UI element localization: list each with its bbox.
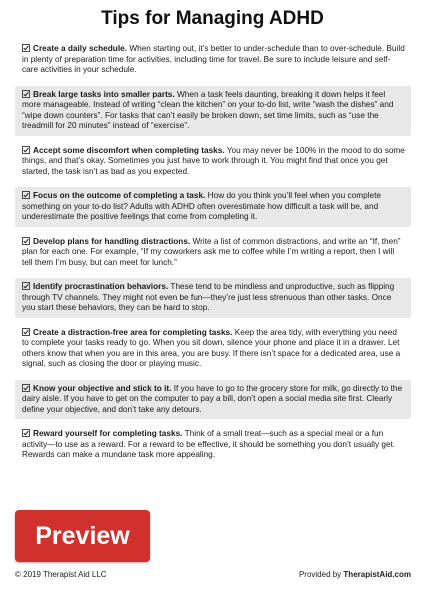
checkbox-icon [22,146,30,154]
tip-lead: Develop plans for handling distractions. [33,236,191,246]
tip-item [15,187,411,227]
copyright: © 2019 Therapist Aid LLC [15,570,107,579]
brand-link[interactable]: TherapistAid.com [343,570,411,579]
checkbox-icon [22,44,30,52]
tip-lead: Create a daily schedule. [33,44,128,53]
tip-item [15,233,411,273]
tip-body: Think of a small treat—such as a special meal or a fun activity—to use as a reward. For a reward to be effective, it should be something you don’t usually get. Rewards can make a mundane task more appealing. [22,429,396,459]
tip-body: If you have to go to the grocery store for milk, go directly to the dairy aisle. If you have to get on the computer to pay a bill, don’t open a social media site first. Clearly define your objective, and don’t take any detours. [22,383,403,414]
tip-item [15,86,411,136]
checkbox-icon [22,384,30,392]
tip-lead: Reward yourself for completing tasks. [33,429,183,438]
tip-item [15,380,411,420]
tip-body: You may never be 100% in the mood to do some things, and that’s okay. Sometimes you just have to work through it. You might find that once you get started, the task isn’t as bad as you expected. [22,145,405,176]
tip-body: These tend to be mindless and unproductive, such as flipping through TV channels. They might not even be fun—they’re just less strenuous than other tasks. Once you start these behaviors, they can be hard to stop. [22,282,395,312]
tip-body: When starting out, it’s better to under-schedule than to over-schedule. Build in plenty of preparation time for activities, including time for travel. Be sure to include leisure and self-care activities in your schedule. [22,44,405,74]
checkbox-icon [22,328,30,336]
footer [15,570,411,579]
provided-by [299,570,411,579]
tip-item [15,142,411,182]
checkbox-icon [22,282,30,290]
checkbox-icon [22,90,30,98]
preview-badge[interactable]: Preview [15,510,150,562]
tip-body: Write a list of common distractions, and write an “If, then” plan for each one. For example, “If my coworkers ask me to coffee while I’m writing a report, then I will tell them I’m busy, but can meet for lunch.” [22,236,401,267]
checkbox-icon [22,237,30,245]
tip-body: When a task feels daunting, breaking it down helps it feel more manageable. Instead of writing “clean the kitchen” on your to-do list, write “wash the dishes” and “wipe down counters”. For tasks that can’t easily be broken down, set time limits, such as “use the treadmill for 20 minutes” instead of “exercise”. [22,89,394,130]
tip-body: How do you think you’ll feel when you complete something on your to-do list? Adults with ADHD often overestimate how difficult a task will be, and underestimate the positive feelings that come from completing it. [22,191,382,221]
tip-lead: Know your objective and stick to it. [33,383,172,393]
tip-lead: Break large tasks into smaller parts. [33,89,175,99]
tip-body: Keep the area tidy, with everything you need to complete your tasks ready to go. When you sit down, silence your phone and place it in a drawer. Let others know that when you are in this area, you are busy. If there isn’t space for a dedicated area, use a signal, such as closing the door or playing music. [22,327,401,368]
tip-lead: Identify procrastination behaviors. [33,282,169,291]
checkbox-icon [22,191,30,199]
tip-item [15,425,411,465]
tip-item [15,40,411,80]
page-title: Tips for Managing ADHD [101,8,324,29]
tip-lead: Accept some discomfort when completing tasks. [33,145,225,155]
tips-list [15,40,411,471]
tip-lead: Create a distraction-free area for completing tasks. [33,327,233,337]
tip-item [15,324,411,374]
checkbox-icon [22,429,30,437]
tip-item [15,278,411,318]
tip-lead: Focus on the outcome of completing a task. [33,191,206,200]
provided-by-label: Provided by [298,570,342,579]
